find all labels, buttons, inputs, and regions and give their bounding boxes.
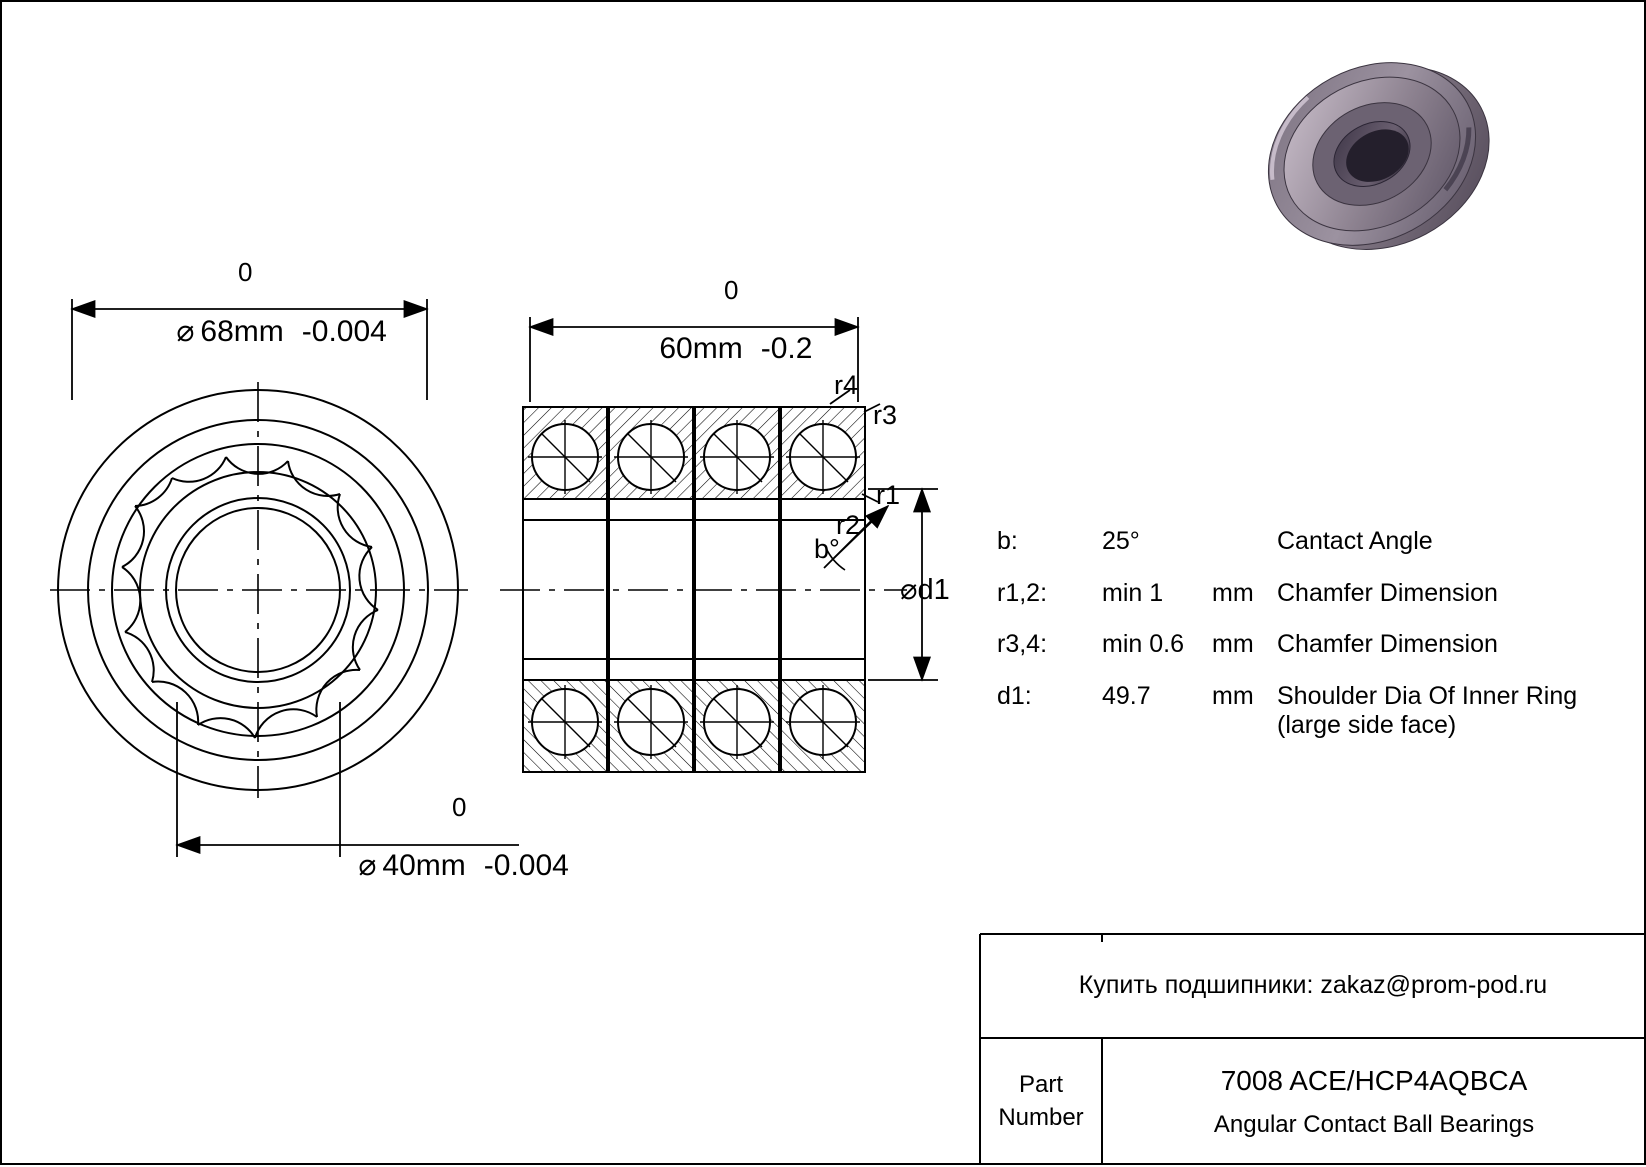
spec-row-r34: [997, 630, 1597, 660]
spec-key-r34: r3,4:: [997, 630, 1048, 658]
title-block: [980, 934, 1646, 1165]
bearing-3d-render: [1242, 22, 1502, 287]
dim-outer-diameter-tol-upper: 0: [238, 257, 253, 287]
spec-desc-r34: Chamfer Dimension: [1277, 630, 1498, 658]
spec-key-d1: d1:: [997, 681, 1032, 710]
bore-value: 40mm: [382, 849, 466, 882]
bore-tol-lower: -0.004: [483, 849, 569, 882]
spec-unit-r12: mm: [1212, 578, 1254, 607]
dim-width-tol-upper: 0: [724, 275, 739, 305]
callout-r2: r2: [836, 510, 861, 540]
od-tol-lower: -0.004: [301, 315, 387, 348]
contact-email-line: Купить подшипники: zakaz@prom-pod.ru: [1078, 970, 1548, 999]
width-tol-lower: -0.2: [760, 332, 813, 365]
spec-desc-r12: Chamfer Dimension: [1277, 578, 1498, 607]
part-label-line2: Number: [998, 1103, 1084, 1131]
spec-desc-b: Cantact Angle: [1277, 527, 1433, 555]
callout-r1: r1: [876, 480, 901, 510]
part-number-value-cell: [1102, 1038, 1646, 1165]
spec-value-d1: 49.7: [1102, 681, 1151, 710]
diameter-symbol-bore: ⌀: [358, 849, 377, 882]
diameter-symbol-od: ⌀: [176, 315, 195, 348]
dim-bore-text: [325, 814, 569, 917]
dim-bore-tol-upper: 0: [452, 792, 467, 822]
dim-outer-diameter-text: [143, 280, 387, 383]
callout-r3: r3: [873, 400, 898, 430]
spec-key-b: b:: [997, 527, 1018, 555]
od-value: 68mm: [200, 315, 284, 348]
part-number-label: [980, 1038, 1102, 1165]
dim-width-text: [626, 298, 812, 400]
spec-unit-d1: mm: [1212, 681, 1254, 710]
callout-contact-angle-b: b°: [814, 534, 840, 564]
spec-key-r12: r1,2:: [997, 578, 1048, 607]
part-type-value: Angular Contact Ball Bearings: [1213, 1110, 1535, 1138]
spec-row-contact-angle: [997, 527, 1597, 557]
width-value: 60mm: [659, 332, 743, 365]
spec-desc-d1: Shoulder Dia Of Inner Ring (large side face): [1277, 681, 1578, 739]
callout-d1: ⌀d1: [900, 574, 950, 606]
specification-table: [997, 527, 1597, 763]
spec-unit-r34: mm: [1212, 630, 1254, 658]
spec-value-b: 25°: [1102, 527, 1140, 555]
part-number-value: 7008 ACE/HCP4AQBCA: [1220, 1064, 1528, 1096]
spec-value-r12: min 1: [1102, 578, 1164, 607]
spec-row-d1: [997, 682, 1597, 741]
spec-value-r34: min 0.6: [1102, 630, 1184, 658]
spec-row-r12: [997, 579, 1597, 609]
part-label-line1: Part: [1018, 1071, 1063, 1099]
callout-r4: r4: [834, 370, 859, 400]
